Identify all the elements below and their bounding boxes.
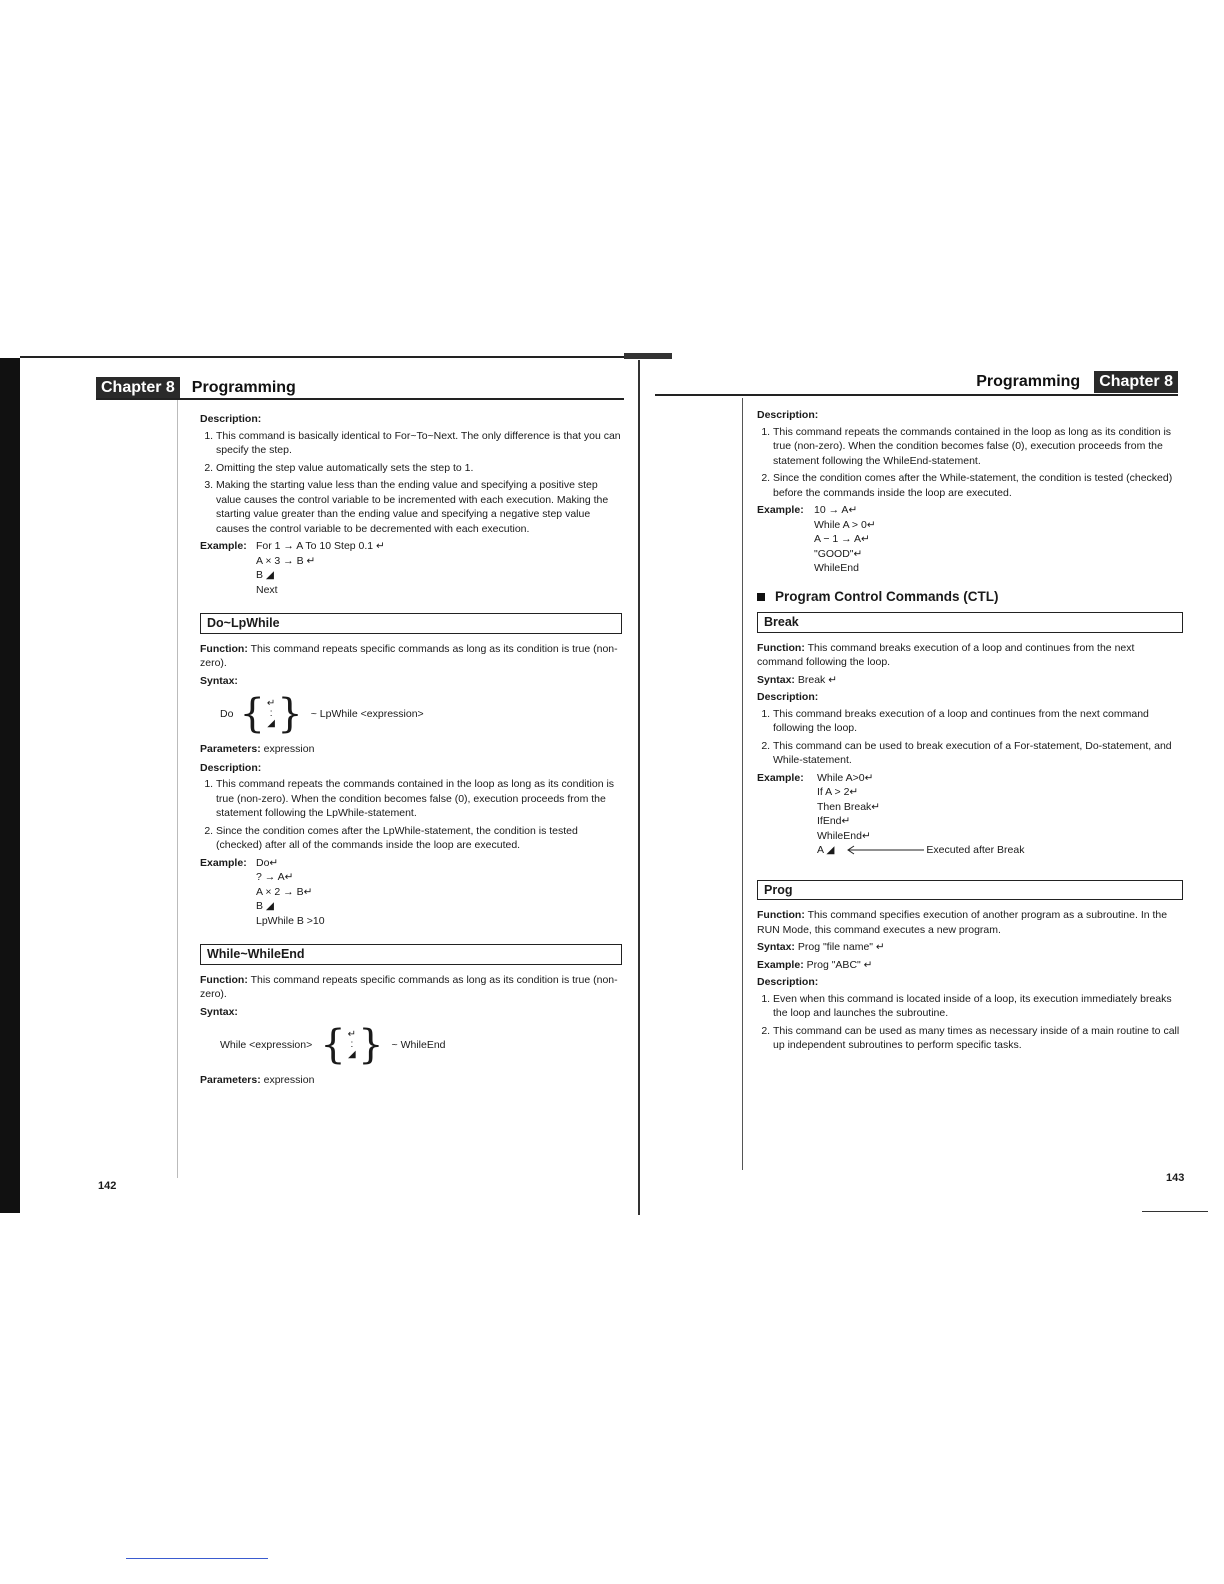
section-heading-text: Program Control Commands (CTL) [775,588,999,604]
example-label: Example: [757,771,804,784]
example-line: While A > 0↵ [814,518,876,531]
left-header-rule [96,398,624,400]
function-text: This command repeats specific commands as long as its condition is true (non-zero). [200,973,618,1000]
description-list [200,429,622,537]
page-number: 142 [98,1180,117,1192]
syntax-text: Prog "file name" ↵ [797,941,885,953]
function-label: Function: [757,909,805,921]
list-item: 2. Since the condition comes after the LpWhile-statement, the condition is tested (checked) after all of the commands inside the loop are executed. [216,824,622,853]
description-list [757,425,1183,501]
enter-icon: ↵ [266,698,276,709]
example-label: Example: [200,540,247,552]
arrow-note: Executed after Break [926,844,1025,856]
example-line: Do↵ [256,856,279,869]
scan-top-rule [20,356,670,358]
description-label: Description: [200,761,262,774]
example-label: Example: [757,504,804,516]
section-title-prog: Prog [757,880,1183,901]
list-item: 1. This command repeats the commands contained in the loop as long as its condition is true (non-zero). When the condition becomes false (0), execution proceeds from the statement following the LpWhile-statement. [216,777,622,821]
list-item: 2. This command can be used as many times as necessary inside of a main routine to call up independent subroutines to perform specific tasks. [773,1024,1183,1053]
bullet-square-icon [757,593,765,601]
description-list [757,992,1183,1053]
section-heading [757,590,1183,605]
left-gutter-rule [177,398,178,1178]
chapter-badge: Chapter 8 [96,377,180,399]
syntax-text: Break ↵ [797,673,838,686]
left-page-body [200,412,622,1088]
syntax-line [757,673,1183,688]
list-item: 2. This command can be used to break execution of a For-statement, Do-statement, and While-statement. [773,739,1183,768]
list-item: 1. This command repeats the commands contained in the loop as long as its condition is true (non-zero). When the condition becomes false (0), execution proceeds from the statement following the WhileEnd-statement. [773,425,1183,469]
example-label: Example: [757,958,804,971]
example-line: If A > 2↵ [817,786,859,798]
example-line: A ◢ [817,844,835,856]
example-line: 10 → A↵ [814,504,858,516]
right-header-rule [655,394,1178,396]
function-line [200,973,622,1002]
function-text: This command repeats specific commands as long as its condition is true (non-zero). [200,642,618,669]
parameters-line [200,742,622,757]
function-line [200,642,622,671]
example-line: Next [256,583,278,596]
display-icon: ◢ [267,718,275,729]
brace-stack [267,699,275,729]
right-brace-icon: } [277,691,303,737]
example-line: WhileEnd↵ [817,829,871,842]
example-text: Prog "ABC" ↵ [806,958,873,971]
syntax-label: Syntax: [757,673,795,686]
function-text: This command specifies execution of another program as a subroutine. In the RUN Mode, this command executes a new program. [757,909,1168,936]
example-line: B ◢ [256,900,274,912]
example-block [200,856,622,929]
example-line: Then Break↵ [817,800,881,813]
syntax-diagram [220,691,622,737]
section-title-do-lpwhile: Do~LpWhile [200,613,622,634]
left-brace-icon: { [320,1022,346,1068]
example-line: A − 1 → A↵ [814,533,870,545]
syntax-suffix: ~ LpWhile <expression> [310,707,424,720]
description-list [200,777,622,853]
function-label: Function: [200,642,248,655]
page-number: 143 [1166,1172,1185,1184]
bottom-link-line [126,1558,268,1559]
description-label: Description: [757,409,819,421]
parameters-label: Parameters: [200,1074,261,1086]
left-brace-icon: { [239,691,265,737]
example-line: WhileEnd [814,562,859,574]
parameters-label: Parameters: [200,743,261,755]
example-line: IfEnd↵ [817,815,851,827]
example-line-with-arrow [817,843,1024,858]
chapter-title: Programming [191,379,296,396]
function-line [757,908,1183,937]
syntax-label: Syntax: [200,674,238,687]
example-line: LpWhile B >10 [256,914,325,927]
parameters-text: expression [263,743,315,755]
description-label: Description: [757,691,819,703]
example-block [200,539,622,597]
example-line [757,958,1183,973]
spine-corner [624,353,672,359]
syntax-prefix: Do [220,707,234,720]
syntax-label: Syntax: [200,1005,238,1018]
syntax-prefix: While <expression> [220,1038,313,1051]
bottom-rule [1142,1211,1208,1212]
example-line: A × 2 → B↵ [256,885,313,898]
example-line: For 1 → A To 10 Step 0.1 ↵ [256,540,385,552]
list-item: 2. Since the condition comes after the While-statement, the condition is tested (checked) before the commands inside the loop are executed. [773,471,1183,500]
function-label: Function: [200,973,248,986]
function-text: This command breaks execution of a loop and continues from the next command following the loop. [757,641,1135,668]
list-item: 2. Omitting the step value automatically sets the step to 1. [216,461,622,476]
colon-symbol: : [350,1039,354,1050]
example-block [757,771,1183,858]
function-line [757,641,1183,670]
left-arrow-icon [846,845,926,855]
example-line: A × 3 → B ↵ [256,554,316,567]
parameters-text: expression [263,1074,315,1086]
list-item: 3. Making the starting value less than the ending value and specifying a positive step value causes the control variable to be incremented with each execution. Making the starting value greater than the ending value and specifying a negative step value causes the control variable to be decremented with each execution. [216,478,622,536]
function-label: Function: [757,641,805,654]
right-brace-icon: } [358,1022,384,1068]
enter-icon: ↵ [347,1029,357,1040]
description-list [757,707,1183,768]
syntax-suffix: ~ WhileEnd [391,1038,446,1051]
scan-edge-bar [0,358,20,1213]
display-icon: ◢ [348,1049,356,1060]
syntax-line [757,940,1183,955]
section-title-while-whileend: While~WhileEnd [200,944,622,965]
spine-rule [638,360,640,1215]
colon-symbol: : [269,708,273,719]
description-label: Description: [200,413,262,425]
chapter-title: Programming [976,373,1081,390]
example-line: B ◢ [256,569,274,581]
example-line: "GOOD"↵ [814,547,863,560]
chapter-badge: Chapter 8 [1094,371,1178,393]
example-line: ? → A↵ [256,871,294,883]
syntax-label: Syntax: [757,941,795,953]
list-item: 1. Even when this command is located inside of a loop, its execution immediately breaks the loop and launches the subroutine. [773,992,1183,1021]
example-line: While A>0↵ [817,771,874,784]
brace-stack [348,1030,356,1060]
section-title-break: Break [757,612,1183,633]
example-label: Example: [200,856,247,869]
right-header [976,371,1178,393]
parameters-line [200,1073,622,1088]
right-page-body [757,408,1183,1056]
description-label: Description: [757,976,819,988]
syntax-diagram [220,1022,622,1068]
list-item: 1. This command is basically identical to For~To~Next. The only difference is that you can specify the step. [216,429,622,458]
list-item: 1. This command breaks execution of a loop and continues from the next command following the loop. [773,707,1183,736]
example-block [757,503,1183,576]
right-gutter-rule [742,398,743,1170]
left-header [96,377,296,399]
